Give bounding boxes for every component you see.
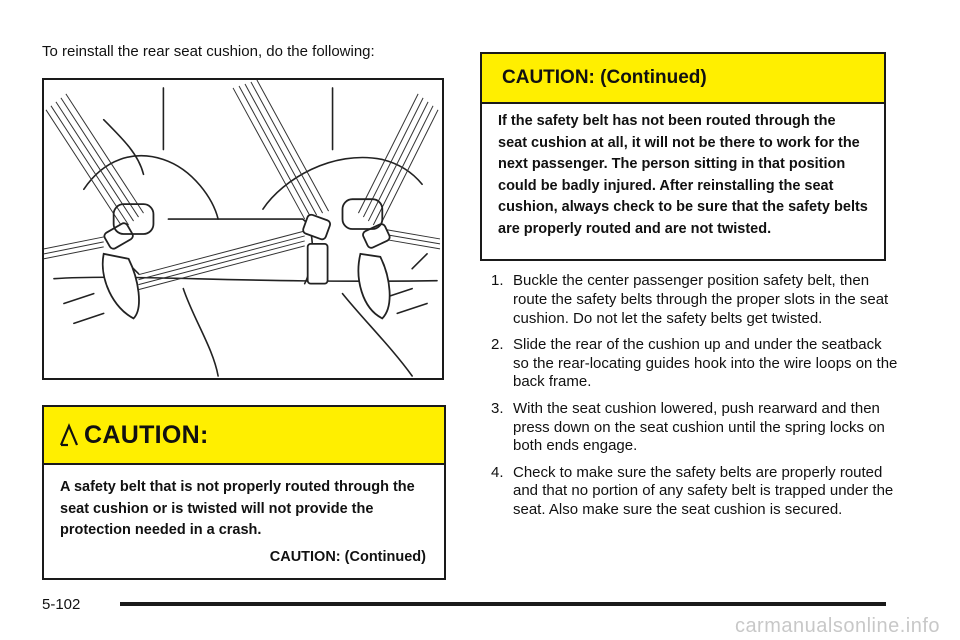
step-number: 1. — [491, 272, 504, 289]
caution-header — [44, 407, 444, 465]
step-number: 2. — [491, 335, 504, 353]
warning-triangle-icon — [58, 423, 80, 447]
caution-title: CAUTION: — [84, 420, 209, 449]
caution-continued-body: If the safety belt has not been routed through the seat cushion at all, it will not be there to work for the next passenger. The person sitting in that position could be badly injured. After reinstalling the seat cushion, always check to be sure that the safety belts are properly routed and are not twisted. — [498, 113, 868, 237]
step-number: 3. — [491, 399, 504, 417]
caution-continued-box — [480, 52, 886, 261]
seat-belt-illustration — [42, 78, 444, 380]
step-item — [491, 400, 901, 456]
step-item — [491, 336, 901, 392]
caution-box — [42, 405, 446, 580]
intro-text: To reinstall the rear seat cushion, do the following: — [42, 43, 375, 60]
caution-continued-title: CAUTION: (Continued) — [502, 67, 707, 88]
step-text: With the seat cushion lowered, push rearward and then press down on the seat cushion until the spring locks on both ends engage. — [513, 399, 885, 455]
step-item — [491, 464, 901, 520]
step-text: Buckle the center passenger position safety belt, then route the safety belts through the proper slots in the seat cushion. Do not let the safety belts get twisted. — [513, 272, 889, 327]
caution-continued-header — [482, 54, 884, 104]
page-number: 5-102 — [42, 596, 81, 613]
seat-belt-drawing — [44, 80, 442, 378]
caution-body: A safety belt that is not properly routed through the seat cushion or is twisted will not provide the protection needed in a crash. — [60, 479, 415, 538]
step-text: Slide the rear of the cushion up and under the seatback so the rear-locating guides hook into the wire loops on the back frame. — [513, 335, 898, 391]
step-text: Check to make sure the safety belts are properly routed and that no portion of any safety belt is trapped under the seat. Also make sure the seat cushion is secured. — [513, 463, 894, 519]
instruction-steps — [491, 272, 901, 528]
step-item — [491, 272, 901, 328]
step-number: 4. — [491, 463, 504, 481]
watermark: carmanualsonline.info — [734, 615, 940, 637]
footer-rule — [120, 602, 886, 606]
caution-continued-label: CAUTION: (Continued) — [269, 548, 426, 565]
